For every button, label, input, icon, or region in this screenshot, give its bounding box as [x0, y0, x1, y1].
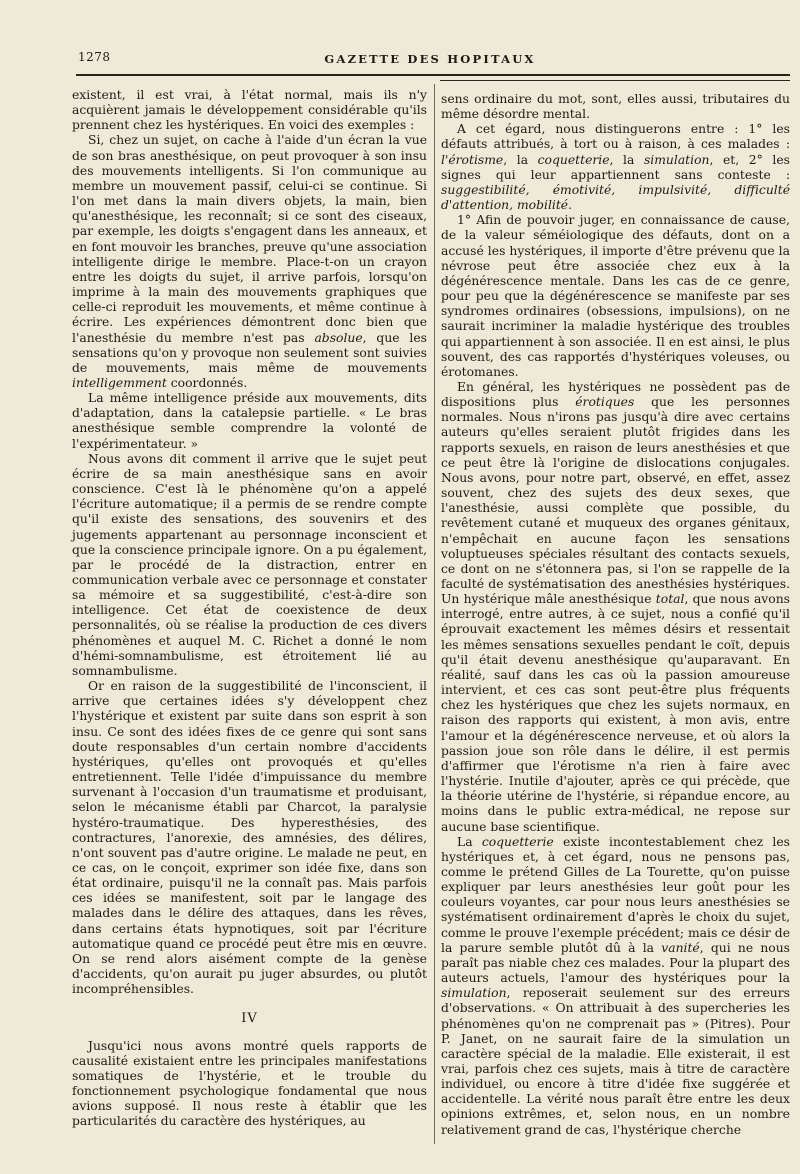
- paragraph: La même intelligence préside aux mouvements, dits d'adaptation, dans la catalepsie partielle. « Le bras anesthésique semble comprendre la volonté de l'expérimentateur. »: [72, 391, 427, 451]
- running-title: GAZETTE DES HOPITAUX: [324, 52, 536, 66]
- paragraph: Si, chez un sujet, on cache à l'aide d'un écran la vue de son bras anesthésique, on peut provoquer à son insu des mouvements intelligents. Si l'on communique au membre un mouvement passif, celui-ci se continue. Si l'on met dans la main divers objets, la main, bien qu'anesthésique, les reconnaît; si ce sont des ciseaux, par exemple, les doigts s'engagent dans les anneaux, et en font mouvoir les branches, preuve qu'une association intelligente dirige le membre. Place-t-on un crayon entre les doigts du sujet, il arrive parfois, lorsqu'on imprime à la main des mouvements graphiques que celle-ci reproduit les mouvements, et même continue à écrire. Les expériences démontrent donc bien que l'anesthésie du membre n'est pas absolue, que les sensations qu'on y provoque non seulement sont suivies de mouvements, mais même de mouvements intelligemment coordonnés.: [72, 133, 427, 390]
- header-rule: [76, 74, 790, 76]
- paragraph: existent, il est vrai, à l'état normal, mais ils n'y acquièrent jamais le développement considérable qu'ils prennent chez les hystériques. En voici des exemples :: [72, 88, 427, 133]
- paragraph: Or en raison de la suggestibilité de l'inconscient, il arrive que certaines idées s'y développent chez l'hystérique et existent par suite dans son esprit à son insu. Ce sont des idées fixes de ce genre qui sont sans doute responsables d'un certain nombre d'accidents hystériques, qu'elles ont provoqués et qu'elles entretiennent. Telle l'idée d'impuissance du membre survenant à l'occasion d'un traumatisme et produisant, selon le mécanisme établi par Charcot, la paralysie hystéro-traumatique. Des hyperesthésies, des contractures, l'anorexie, des amnésies, des délires, n'ont souvent pas d'autre origine. Le malade ne peut, en ce cas, on le conçoit, exprimer son idée fixe, dans son état ordinaire, puisqu'il ne la connaît pas. Mais parfois ces idées se manifestent, soit par le langage des malades dans le délire des attaques, dans les rêves, dans certains états hypnotiques, soit par l'écriture automatique quand ce procédé peut être mis en œuvre. On se rend alors aisément compte de la genèse d'accidents, qu'on aurait pu juger absurdes, ou plutôt incompréhensibles.: [72, 679, 427, 997]
- paragraph: Nous avons dit comment il arrive que le sujet peut écrire de sa main anesthésique sans en avoir conscience. C'est là le phénomène qu'on a appelé l'écriture automatique; il a permis de se rendre compte qu'il existe des sensations, des souvenirs et des jugements appartenant au personnage inconscient et que la conscience principale ignore. On a pu également, par le procédé de la distraction, entrer en communication verbale avec ce personnage et constater sa mémoire et sa suggestibilité, c'est-à-dire son intelligence. Cet état de coexistence de deux personnalités, où se réalise la production de ces divers phénomènes et auquel M. C. Richet a donné le nom d'hémi-somnambulisme, est étroitement lié au somnambulisme.: [72, 451, 427, 678]
- header-rule-secondary: [440, 80, 790, 81]
- page-header: [70, 46, 790, 74]
- paragraph: La coquetterie existe incontestablement chez les hystériques et, à cet égard, nous ne pensons pas, comme le prétend Gilles de La Tourette, qu'on puisse expliquer par leurs anesthésies leur goût pour les couleurs voyantes, car pour nous leurs anesthésies se systématisent ordinairement d'après le choix du sujet, comme le prouve l'exemple précédent; mais ce désir de la parure semble plutôt dû à la vanité, qui ne nous paraît pas niable chez ces malades. Pour la plupart des auteurs actuels, l'amour des hystériques pour la simulation, reposerait seulement sur des erreurs d'observations. « On attribuait à des supercheries les phénomènes qu'on ne comprenait pas » (Pitres). Pour P. Janet, on ne saurait faire de la simulation un caractère spécial de la maladie. Elle existerait, il est vrai, parfois chez ces sujets, mais à titre de caractère individuel, ou encore à titre d'idée fixe suggérée et accidentelle. La vérité nous paraît être entre les deux opinions extrêmes, et, selon nous, en un nombre relativement grand de cas, l'hystérique cherche: [441, 834, 790, 1137]
- paragraph: En général, les hystériques ne possèdent pas de dispositions plus érotiques que les personnes normales. Nous n'irons pas jusqu'à dire avec certains auteurs qu'elles seraient plutôt frigides dans les rapports sexuels, en raison de leurs anesthésies et que ce peut être là l'origine de dislocations conjugales. Nous avons, pour notre part, observé, en effet, assez souvent, chez des sujets des deux sexes, que l'anesthésie, aussi complète que possible, du revêtement cutané et muqueux des organes génitaux, n'empêchait en aucune façon les sensations voluptueuses spéciales résultant des contacts sexuels, ce dont on ne s'étonnera pas, si l'on se rappelle de la faculté de systématisation des anesthésies hystériques. Un hystérique mâle anesthésique total, que nous avons interrogé, entre autres, à ce sujet, nous a confié qu'il éprouvait exactement les mêmes désirs et ressentait les mêmes sensations sexuelles pendant le coït, depuis qu'il était devenu anesthésique qu'auparavant. En réalité, sauf dans les cas où la passion amoureuse intervient, et ces cas sont peut-être plus fréquents chez les hystériques que chez les sujets normaux, en raison des rapports qui existent, à mon avis, entre l'amour et la dégénérescence nerveuse, et où alors la passion joue son rôle dans le délire, il est permis d'affirmer que l'érotisme n'a rien à faire avec l'hystérie. Inutile d'ajouter, après ce qui précède, que la théorie utérine de l'hystérie, si répandue encore, au moins dans le public extra-médical, ne repose sur aucune base scientifique.: [441, 379, 790, 834]
- paragraph: Jusqu'ici nous avons montré quels rapports de causalité existaient entre les principales manifestations somatiques de l'hystérie, et le trouble du fonctionnement psychologique fondamental que nous avions supposé. Il nous reste à établir que les particularités du caractère des hystériques, au: [72, 1038, 427, 1129]
- paragraph: A cet égard, nous distinguerons entre : 1° les défauts attribués, à tort ou à raison, à ces malades : l'érotisme, la coquetterie, la simulation, et, 2° les signes qui leur appartiennent sans conteste : suggestibilité, émotivité, impulsivité, difficulté d'attention, mobilité.: [441, 122, 790, 213]
- page-number: 1278: [78, 50, 111, 64]
- right-column: [441, 92, 790, 1138]
- paragraph: sens ordinaire du mot, sont, elles aussi, tributaires du même désordre mental.: [441, 92, 790, 122]
- section-heading: IV: [241, 1011, 258, 1027]
- column-divider: [434, 84, 435, 1144]
- paragraph: 1° Afin de pouvoir juger, en connaissance de cause, de la valeur séméiologique des défauts, dont on a accusé les hystériques, il importe d'être prévenu que la névrose peut être associée chez eux à la dégénérescence mentale. Dans les cas de ce genre, pour peu que la dégénérescence se manifeste par ses syndromes ordinaires (obsessions, impulsions), on ne saurait incriminer la maladie hystérique des troubles qui appartiennent à son associée. Il en est ainsi, le plus souvent, des cas rapportés d'hystériques voleuses, ou érotomanes.: [441, 213, 790, 379]
- left-column: [72, 88, 427, 1129]
